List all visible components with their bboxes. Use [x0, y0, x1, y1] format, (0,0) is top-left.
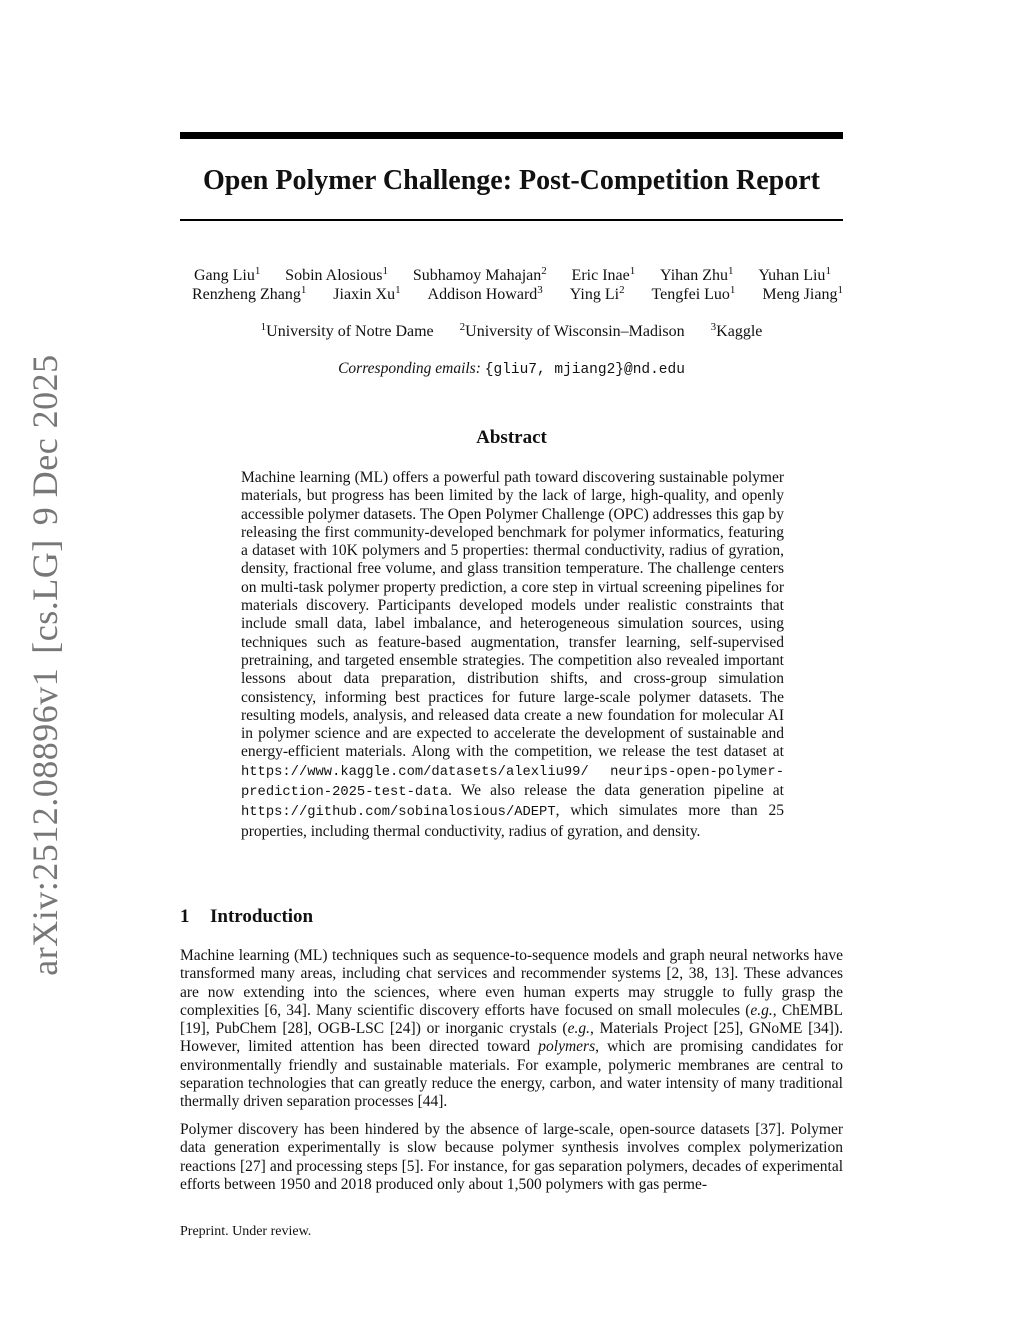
test-dataset-link[interactable]: https://www.kaggle.com/datasets/alexliu99/ [241, 764, 589, 780]
emails-value[interactable]: {gliu7, mjiang2}@nd.edu [484, 362, 685, 378]
intro-paragraph-2: Polymer discovery has been hindered by the absence of large-scale, open-source datasets [37]. Polymer data generation experimentally is slow because polymer synthesis involves complex polymerization reactions [27] and processing steps [5]. For instance, for gas separation polymers, decades of experimental efforts between 1950 and 2018 produced only about 1,500 polymers with gas perme- [180, 1121, 843, 1193]
affiliations [180, 322, 843, 342]
author: Jiaxin Xu$^1$ [333, 284, 401, 303]
page-footer: Preprint. Under review. [180, 1224, 312, 1239]
author: Gang Liu$^1$ [194, 265, 261, 284]
author: Tengfei Luo$^1$ [651, 284, 736, 303]
arxiv-id: arXiv:2512.08896v1 [25, 667, 65, 976]
abstract-text: Machine learning (ML) offers a powerful path toward discovering sustainable polymer materials, but progress has been limited by the lack of large, high-quality, and openly accessible polymer datasets. The Open Polymer Challenge (OPC) addresses this gap by releasing the first community-developed benchmark for polymer informatics, featuring a dataset with 10K polymers and 5 properties: thermal conductivity, radius of gyration, density, fractional free volume, and glass transition temperature. The challenge centers on multi-task polymer property prediction, a core step in virtual screening pipelines for materials discovery. Participants developed models under realistic constraints that include small data, label imbalance, and heterogeneous simulation sources, using techniques such as feature-based augmentation, transfer learning, self-supervised pretraining, and targeted ensemble strategies. The competition also revealed important lessons about data preparation, distribution shifts, and cross-group simulation consistency, informing best practices for future large-scale polymer datasets. The resulting models, analysis, and released data create a new foundation for molecular AI in polymer science and are expected to accelerate the development of sustainable and energy-efficient materials. Along with the competition, we release the test dataset at https://www.kaggle.com/datasets/alexliu99/ neurips-open-polymer-prediction-2025-test-data. We also release the data generation pipeline at https://github.com/sobinalosious/ADEPT, which simulates more than 25 properties, including thermal conductivity, radius of gyration, and density. [241, 469, 784, 840]
author: Eric Inae$^1$ [571, 265, 636, 284]
paper-title: Open Polymer Challenge: Post-Competition Report [203, 165, 820, 196]
adept-repo-link[interactable]: https://github.com/sobinalosious/ADEPT [241, 805, 556, 821]
title-rule-top [180, 132, 843, 139]
affiliation: $^1$University of Notre Dame [260, 321, 434, 340]
corresponding-emails [180, 359, 843, 380]
affiliation: $^2$University of Wisconsin–Madison [459, 321, 685, 340]
author: Yihan Zhu$^1$ [660, 265, 734, 284]
author: Ying Li$^2$ [569, 284, 625, 303]
affiliation: $^3$Kaggle [710, 321, 763, 340]
author: Sobin Alosious$^1$ [285, 265, 389, 284]
arxiv-category: [cs.LG] [25, 539, 65, 654]
section-heading-introduction: 1 Introduction [180, 906, 314, 927]
author: Renzheng Zhang$^1$ [192, 284, 307, 303]
author-row-1 [180, 266, 843, 286]
intro-paragraph-1: Machine learning (ML) techniques such as sequence-to-sequence models and graph neural networks have transformed many areas, including chat services and recommender systems [2, 38, 13]. These advances are now extending into the sciences, where even human experts may struggle to fully grasp the complexities [6, 34]. Many scientific discovery efforts have focused on small molecules (e.g., ChEMBL [19], PubChem [28], OGB-LSC [24]) or inorganic crystals (e.g., Materials Project [25], GNoME [34]). However, limited attention has been directed toward polymers, which are promising candidates for environmentally friendly and sustainable materials. For example, polymeric membranes are central to separation technologies that can greatly reduce the energy, carbon, and water intensity of many traditional thermally driven separation processes [44]. [180, 947, 844, 1111]
test-dataset-link-cont[interactable]: neurips-open-polymer-prediction-2025-test-data [241, 764, 784, 801]
arxiv-date: 9 Dec 2025 [25, 354, 65, 526]
author: Yuhan Liu$^1$ [758, 265, 831, 284]
abstract-heading: Abstract [476, 427, 547, 448]
author: Meng Jiang$^1$ [762, 284, 843, 303]
emails-label: Corresponding emails: [338, 360, 481, 377]
arxiv-stamp [25, 354, 65, 975]
title-rule-bottom [180, 219, 843, 221]
author: Addison Howard$^3$ [427, 284, 543, 303]
author-row-2 [180, 285, 843, 305]
author: Subhamoy Mahajan$^2$ [412, 265, 547, 284]
